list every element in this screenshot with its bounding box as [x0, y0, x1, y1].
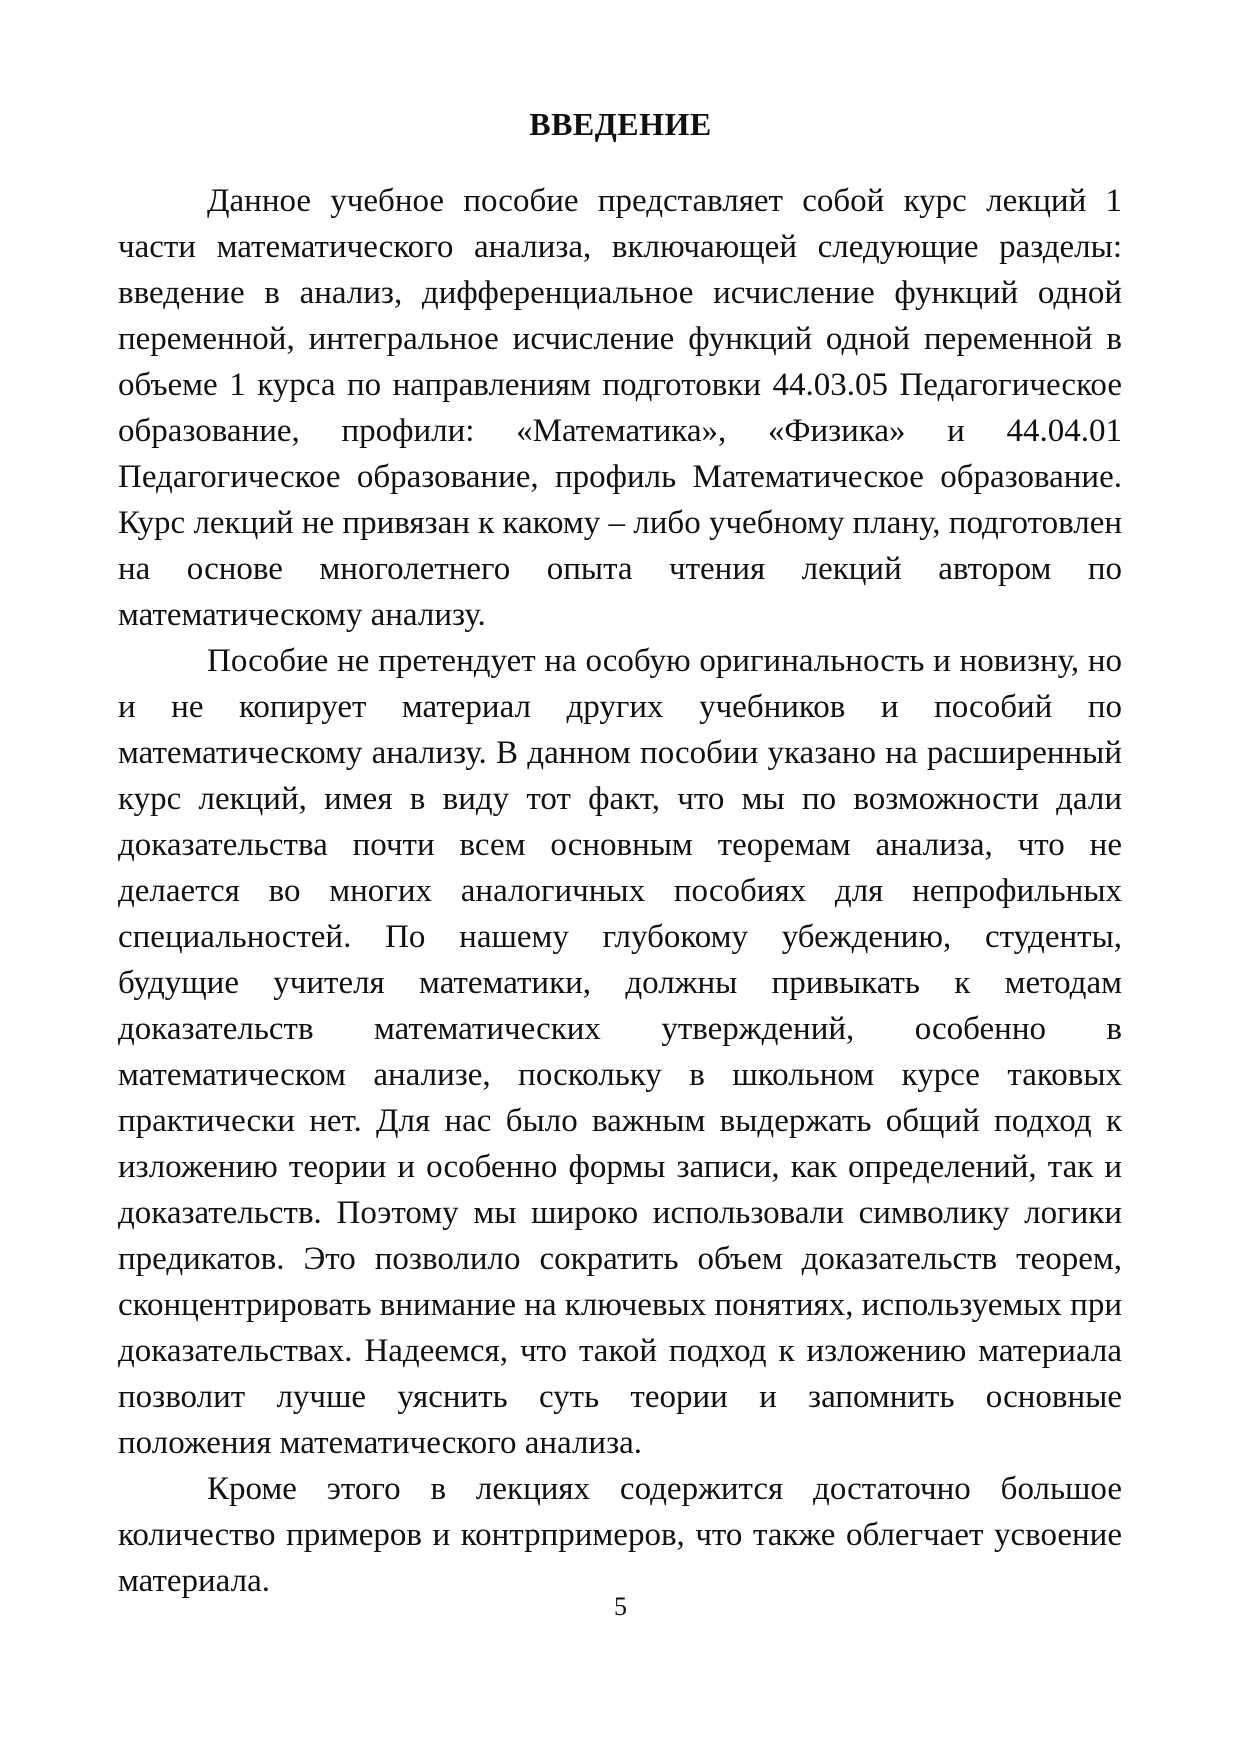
page-number: 5: [614, 1592, 627, 1621]
paragraph-originality: Пособие не претендует на особую оригинальность и новизну, но и не копирует материал других учебников и пособий по математическому анализу. В данном пособии указано на расширенный курс лекций, имея в виду тот факт, что мы по возможности дали доказательства почти всем основным теоремам анализа, что не делается во многих аналогичных пособиях для непрофильных специальностей. По нашему глубокому убеждению, студенты, будущие учителя математики, должны привыкать к методам доказательств математических утверждений, особенно в математическом анализе, поскольку в школьном курсе таковых практически нет. Для нас было важным выдержать общий подход к изложению теории и особенно формы записи, как определений, так и доказательств. Поэтому мы широко использовали символику логики предикатов. Это позволило сократить объем доказательств теорем, сконцентрировать внимание на ключевых понятиях, используемых при доказательствах. Надеемся, что такой подход к изложению материала позволит лучше уяснить суть теории и запомнить основные положения математического анализа.: [118, 643, 1122, 1461]
body-text: [118, 178, 1122, 1604]
section-title: ВВЕДЕНИЕ: [529, 106, 712, 142]
paragraph-examples: Кроме этого в лекциях содержится достаточно большое количество примеров и контрпримеров, что также облегчает усвоение материала.: [118, 1471, 1122, 1599]
paragraph-intro: Данное учебное пособие представляет собой курс лекций 1 части математического анализа, включающей следующие разделы: введение в анализ, дифференциальное исчисление функций одной переменной, интегральное исчисление функций одной переменной в объеме 1 курса по направлениям подготовки 44.03.05 Педагогическое образование, профили: «Математика», «Физика» и 44.04.01 Педагогическое образование, профиль Математическое образование. Курс лекций не привязан к какому – либо учебному плану, подготовлен на основе многолетнего опыта чтения лекций автором по математическому анализу.: [118, 183, 1122, 633]
